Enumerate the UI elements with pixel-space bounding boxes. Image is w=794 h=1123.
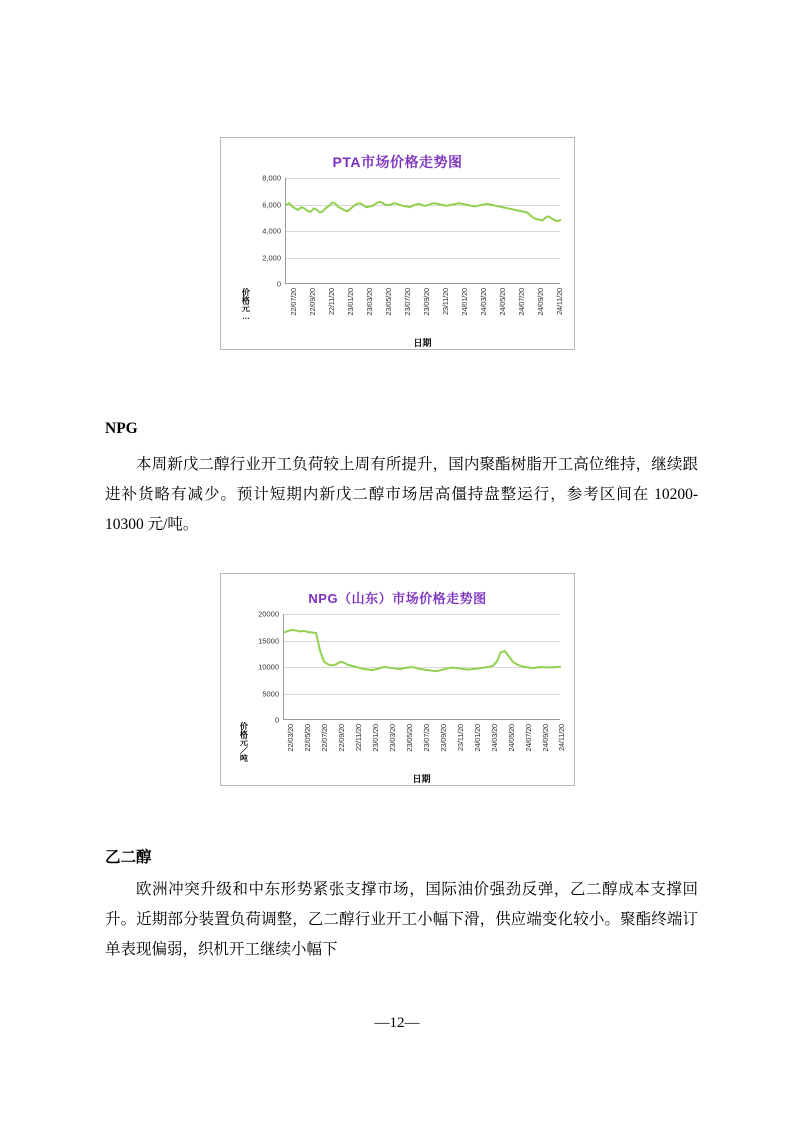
x-tick: 22/11/20 xyxy=(354,724,363,752)
x-tick: 23/11/20 xyxy=(456,724,465,752)
x-tick: 22/03/20 xyxy=(286,724,295,752)
page-number: —12— xyxy=(374,1015,420,1031)
chart-pta-line xyxy=(286,178,561,284)
x-tick: 23/03/20 xyxy=(365,288,374,316)
x-tick: 24/11/20 xyxy=(557,724,566,752)
x-tick: 23/05/20 xyxy=(405,724,414,752)
x-tick: 24/11/20 xyxy=(555,288,564,316)
chart-pta-y-label: 价格元… xyxy=(241,288,251,321)
chart-npg-plot xyxy=(221,574,576,787)
x-tick: 24/07/20 xyxy=(524,724,533,752)
chart-npg-line xyxy=(284,614,561,720)
chart-npg-title: NPG（山东）市场价格走势图 xyxy=(308,591,487,606)
chart-npg-x-axis xyxy=(283,724,566,772)
y-tick: 2,000 xyxy=(262,253,281,262)
x-tick: 24/05/20 xyxy=(507,724,516,752)
x-tick: 23/09/20 xyxy=(439,724,448,752)
section-heading-npg: NPG xyxy=(105,420,138,437)
x-tick: 24/09/20 xyxy=(536,288,545,316)
y-tick: 4,000 xyxy=(262,226,281,236)
x-tick: 24/01/20 xyxy=(460,288,469,316)
x-tick: 24/03/20 xyxy=(479,288,488,316)
section-paragraph-meg: 欧洲冲突升级和中东形势紧张支撑市场，国际油价强劲反弹，乙二醇成本支撑回升。近期部分装置负荷调整，乙二醇行业开工小幅下滑，供应端变化较小。聚酯终端订单表现偏弱，织机开工继续小幅下 xyxy=(105,881,698,958)
y-tick: 0 xyxy=(276,279,281,289)
x-tick: 22/11/20 xyxy=(327,288,336,316)
x-tick: 24/09/20 xyxy=(541,724,550,752)
section-paragraph-npg: 本周新戊二醇行业开工负荷较上周有所提升，国内聚酯树脂开工高位维持，继续跟进补货略有减少。预计短期内新戊二醇市场居高僵持盘整运行，参考区间在 10200-10300 元/吨。 xyxy=(105,456,698,533)
y-tick: 8,000 xyxy=(262,173,281,183)
chart-pta-plot-area xyxy=(285,178,560,284)
chart-npg-x-label: 日期 xyxy=(412,774,431,784)
x-tick: 23/01/20 xyxy=(346,288,355,316)
x-tick: 24/05/20 xyxy=(498,288,507,316)
section-heading-meg: 乙二醇 xyxy=(105,849,152,866)
chart-pta-title: PTA市场价格走势图 xyxy=(332,154,463,170)
x-tick: 23/07/20 xyxy=(403,288,412,316)
y-tick: 10000 xyxy=(258,662,279,672)
chart-pta-x-label: 日期 xyxy=(413,338,432,348)
y-tick: 15000 xyxy=(258,636,279,645)
x-tick: 24/07/20 xyxy=(517,288,526,316)
x-tick: 24/03/20 xyxy=(490,724,499,752)
y-tick: 6,000 xyxy=(262,200,281,209)
chart-pta-y-axis xyxy=(241,173,281,289)
x-tick: 22/09/20 xyxy=(337,724,346,752)
x-tick: 23/09/20 xyxy=(422,288,431,316)
x-tick: 23/11/20 xyxy=(441,288,450,316)
x-tick: 22/07/20 xyxy=(320,724,329,752)
x-tick: 23/05/20 xyxy=(384,288,393,316)
x-tick: 22/05/20 xyxy=(303,724,312,752)
chart-npg-y-label: 价格元／吨 xyxy=(239,722,249,762)
chart-pta-x-axis xyxy=(285,288,564,336)
y-tick: 20000 xyxy=(258,609,279,619)
chart-pta xyxy=(220,137,575,350)
x-tick: 23/07/20 xyxy=(422,724,431,752)
x-tick: 22/07/20 xyxy=(289,288,298,316)
y-tick: 5000 xyxy=(262,689,279,698)
x-tick: 23/03/20 xyxy=(388,724,397,752)
chart-pta-plot xyxy=(221,138,576,351)
chart-npg xyxy=(220,573,575,786)
chart-npg-y-axis xyxy=(239,609,279,725)
x-tick: 24/01/20 xyxy=(473,724,482,752)
y-tick: 0 xyxy=(274,715,279,725)
x-tick: 23/01/20 xyxy=(371,724,380,752)
x-tick: 22/09/20 xyxy=(308,288,317,316)
chart-npg-plot-area xyxy=(283,614,560,720)
